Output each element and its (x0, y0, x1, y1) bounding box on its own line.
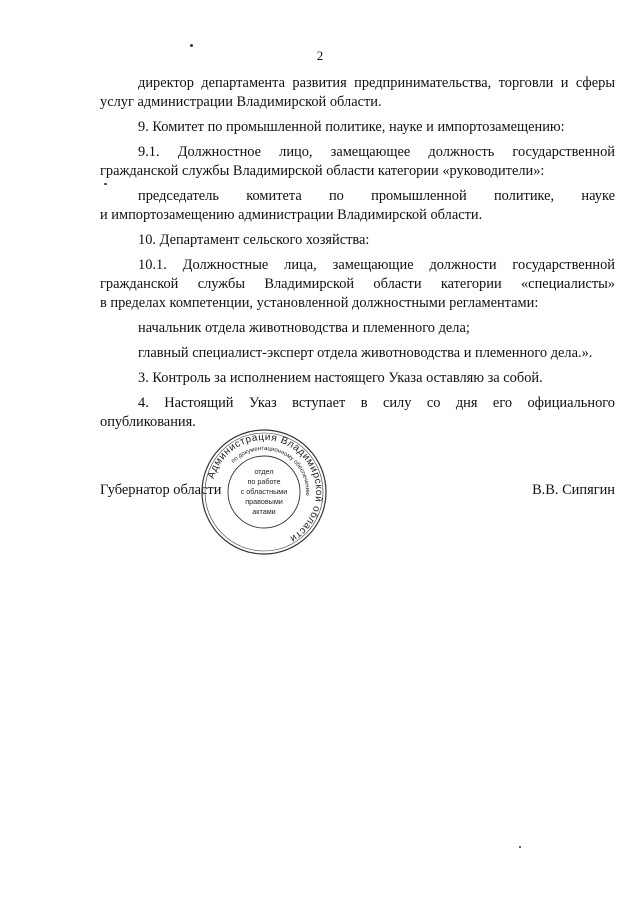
paragraph-effect (100, 394, 615, 432)
signatory-position: Губернатор области (100, 482, 222, 498)
stamp-center-line: по работе (247, 477, 281, 486)
paragraph-chief-specialist: главный специалист-эксперт отдела животноводства и племенного дела.». (138, 345, 593, 361)
paragraph-committee: 9. Комитет по промышленной политике, науке и импортозамещению: (138, 119, 565, 135)
paragraph-director: директор департамента развития предпринимательства, торговли и сферы услуг администрации Владимирской области. (100, 75, 615, 110)
paragraph-line: 9.1. Должностное лицо, замещающее должность государственной (138, 144, 615, 160)
stamp-center-line: актами (252, 507, 276, 516)
stamp-inner-text: по документационному обеспечению (230, 445, 311, 496)
scan-dot (190, 44, 193, 47)
paragraph-line: председатель комитета по промышленной политике, науке (138, 188, 615, 204)
paragraph-control: 3. Контроль за исполнением настоящего Указа оставляю за собой. (138, 370, 543, 386)
paragraph-line: 10.1. Должностные лица, замещающие должности государственной (138, 257, 615, 273)
paragraph-department: 10. Департамент сельского хозяйства: (138, 232, 370, 248)
page-number: 2 (316, 48, 324, 63)
signatory-name: В.В. Сипягин (532, 482, 615, 498)
scan-dot (519, 846, 521, 848)
stamp-center-line: отдел (254, 467, 274, 476)
stamp-center-line: с областными (240, 487, 288, 496)
official-stamp (200, 428, 328, 556)
stamp-outer-text: Администрация Владимирской области (205, 431, 325, 545)
document-body (100, 74, 615, 438)
paragraph-line: и импортозамещению администрации Владимирской области. (100, 207, 483, 223)
paragraph-line: в пределах компетенции, установленной должностными регламентами: (100, 295, 539, 311)
paragraph-10-1 (100, 256, 615, 313)
paragraph-line: гражданской службы Владимирской области категории «специалисты» (100, 276, 615, 292)
paragraph-chairman (100, 187, 615, 225)
paragraph-9-1 (100, 143, 615, 181)
paragraph-head-of-division: начальник отдела животноводства и племенного дела; (138, 320, 470, 336)
paragraph-line: опубликования. (100, 414, 196, 430)
paragraph-line: гражданской службы Владимирской области категории «руководители»: (100, 163, 545, 179)
stamp-center-line: правовыми (245, 497, 283, 506)
paragraph-line: 4. Настоящий Указ вступает в силу со дня его официального (138, 395, 615, 411)
